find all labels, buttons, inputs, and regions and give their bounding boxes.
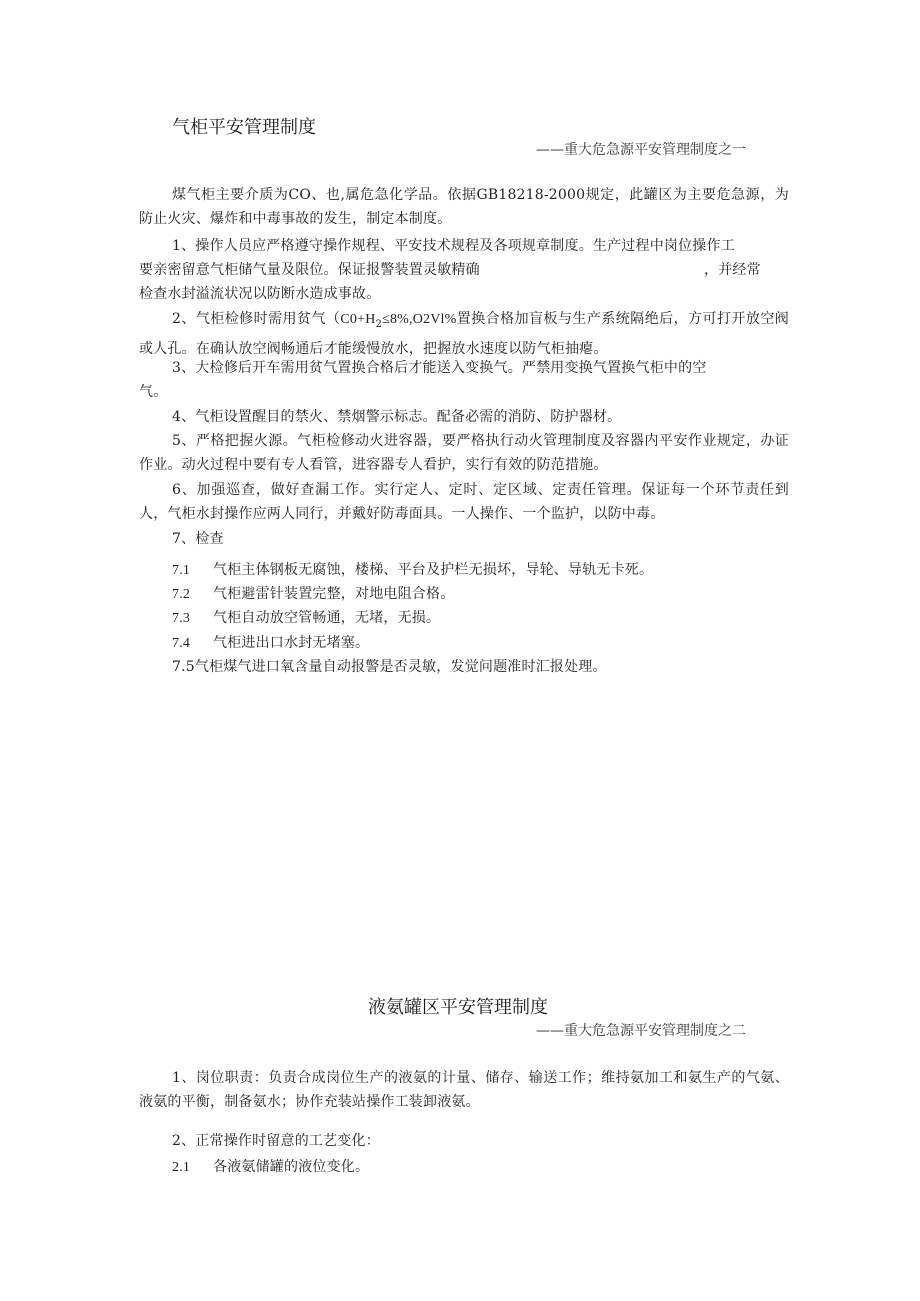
item5: 5、严格把握火源。气柜检修动火进容器，要严格执行动火管理制度及容器内平安作业规定，办证作业。动火过程中要有专人看管，进容器专人看护，实行有效的防范措施。 <box>139 433 789 473</box>
section2-sub-2-1 <box>172 1155 369 1180</box>
check-7-1-text: 气柜主体钢板无腐蚀，楼梯、平台及护栏无损坏，导轮、导轨无卡死。 <box>213 562 654 578</box>
item7: 7、检查 <box>172 531 224 547</box>
check-7-4-text: 气柜进出口水封无堵塞。 <box>213 635 370 651</box>
item2-formula-sub: 2 <box>375 318 383 330</box>
section1-subtitle: ——重大危急源平安管理制度之一 <box>536 142 746 158</box>
section2-title: 液氨罐区平安管理制度 <box>368 997 548 1018</box>
check-7-2 <box>172 582 454 607</box>
item2-post: 置换合格加盲板与生产系统隔绝后，方可打开放空阀或人孔。在确认放空阀畅通后才能缓慢放水，把握放水速度以防气柜抽瘪。 <box>139 311 789 357</box>
check-7-2-text: 气柜避雷针装置完整，对地电阻合格。 <box>213 586 455 602</box>
check-7-1 <box>172 558 653 583</box>
item4: 4、气柜设置醒目的禁火、禁烟警示标志。配备必需的消防、防护器材。 <box>172 409 622 425</box>
item1-line2b: ，并经常 <box>704 262 761 278</box>
section2-sub-2-1-text: 各液氨储罐的液位变化。 <box>213 1159 370 1175</box>
section1-intro: 煤气柜主要介质为CO、也,属危急化学品。依据GB18218-2000规定，此罐区为主要危急源，为防止火灾、爆炸和中毒事故的发生，制定本制度。 <box>139 187 789 227</box>
check-7-4 <box>172 631 369 656</box>
section1-title: 气柜平安管理制度 <box>172 117 316 138</box>
check-7-1-num: 7.1 <box>172 563 191 578</box>
item1-line2a: 要亲密留意气柜储气量及限位。保证报警装置灵敏精确 <box>139 262 480 278</box>
section2-item2: 2、正常操作时留意的工艺变化： <box>172 1133 380 1149</box>
section2-item1: 1、岗位职责：负责合成岗位生产的液氨的计量、储存、输送工作；维持氨加工和氨生产的气氨、液氨的平衡，制备氨水；协作充装站操作工装卸液氨。 <box>139 1070 789 1110</box>
item2-paragraph <box>139 307 789 361</box>
check-7-4-num: 7.4 <box>172 636 191 651</box>
item3-line2: 气。 <box>139 384 168 400</box>
check-7-3 <box>172 606 440 631</box>
item2-formula-b: ≤8%,O2Vl% <box>382 312 457 327</box>
item3-line1: 3、大检修后开车需用贫气置换合格后才能送入变换气。严禁用变换气置换气柜中的空 <box>172 360 707 376</box>
check-7-3-text: 气柜自动放空管畅通，无堵，无损。 <box>213 610 441 626</box>
item1-line3: 检查水封溢流状况以防断水造成事故。 <box>139 286 381 302</box>
item2-formula-a: C0+H <box>340 312 376 327</box>
item2-pre: 2、气柜检修时需用贫气（ <box>172 311 341 327</box>
item6: 6、加强巡查，做好查漏工作。实行定人、定时、定区域、定责任管理。保证每一个环节责任到人，气柜水封操作应两人同行，并戴好防毒面具。一人操作、一个监护，以防中毒。 <box>139 482 789 522</box>
section2-subtitle: ——重大危急源平安管理制度之二 <box>536 1023 746 1039</box>
item1-line1: 1、操作人员应严格遵守操作规程、平安技术规程及各项规章制度。生产过程中岗位操作工 <box>172 238 735 254</box>
check-7-2-num: 7.2 <box>172 587 191 602</box>
check-7-3-num: 7.3 <box>172 611 191 626</box>
check-7-5: 7.5气柜煤气进口氧含量自动报警是否灵敏，发觉问题准时汇报处理。 <box>172 659 607 675</box>
section2-sub-2-1-num: 2.1 <box>172 1160 191 1175</box>
